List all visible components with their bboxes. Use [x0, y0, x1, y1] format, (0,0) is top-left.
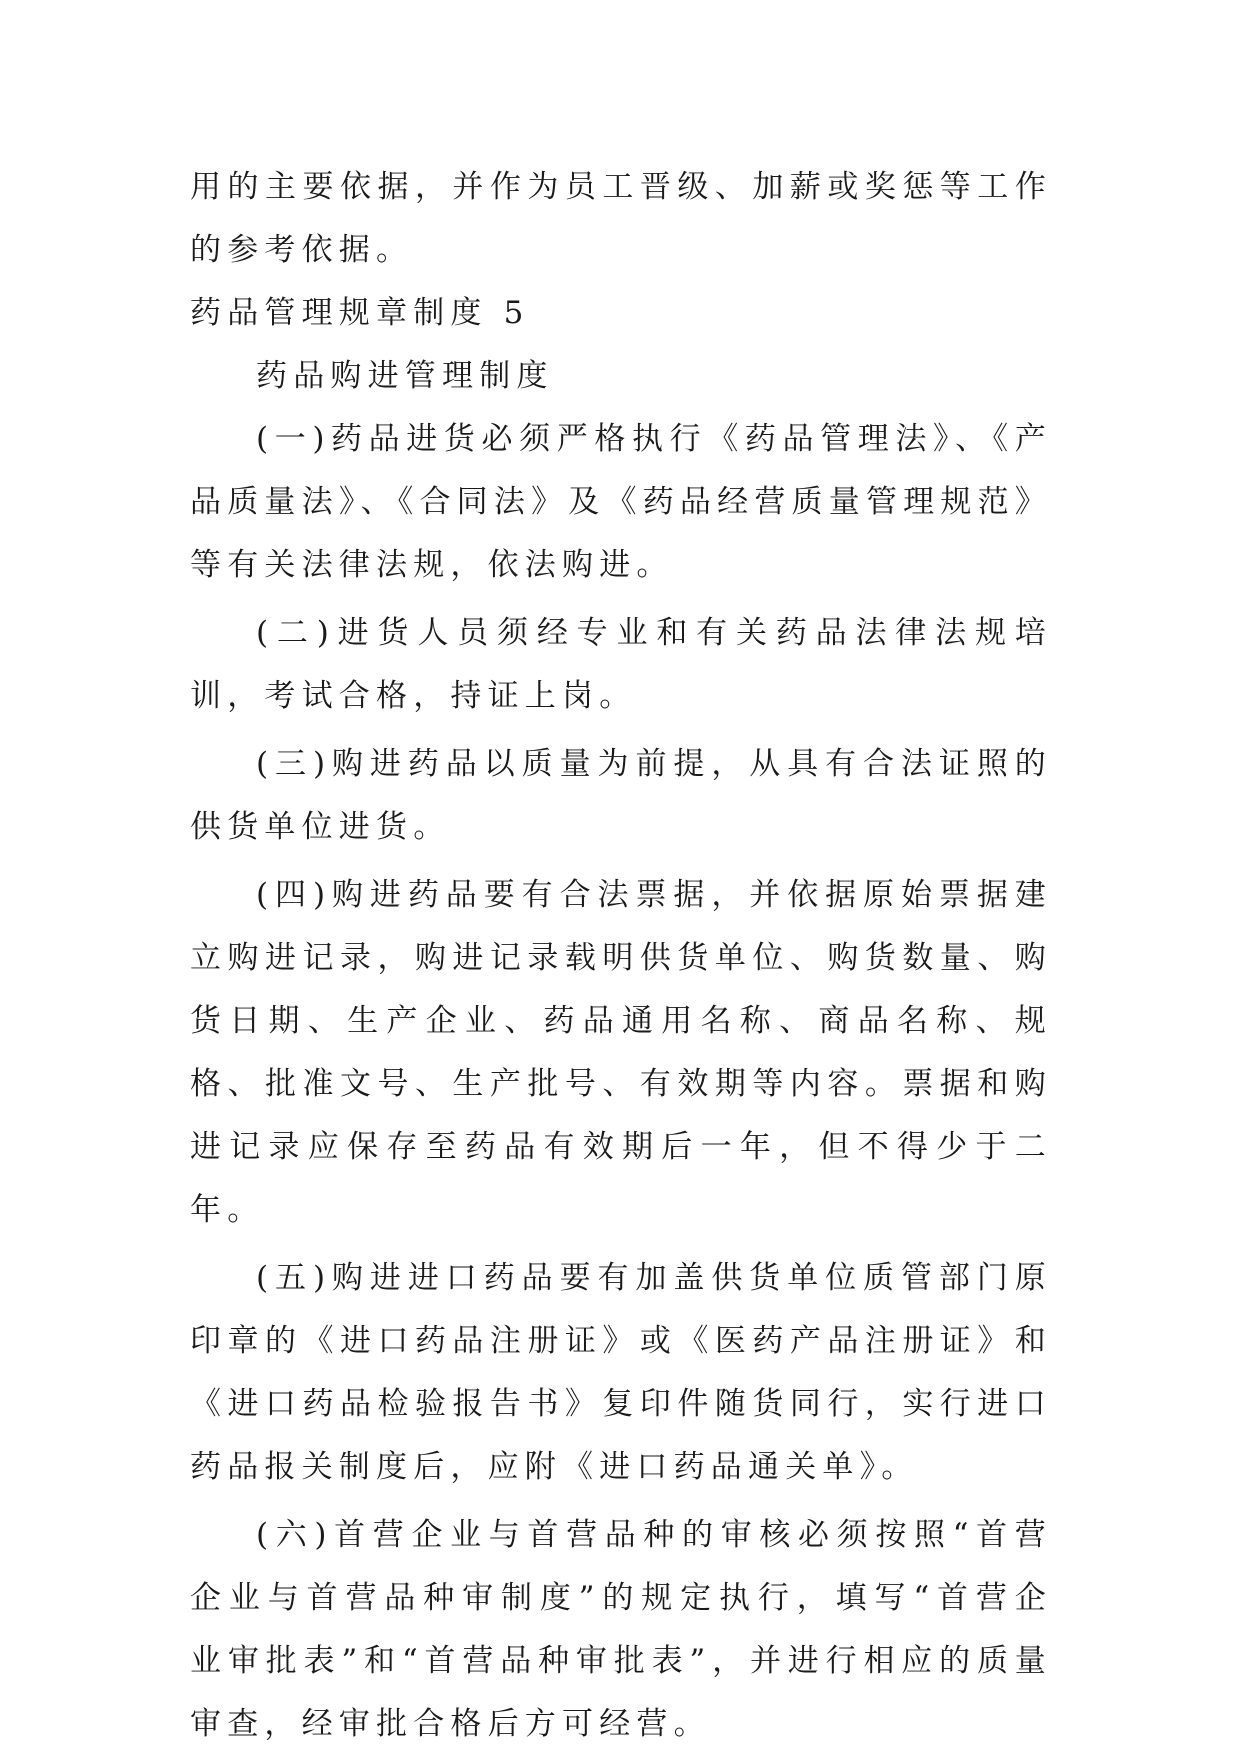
section-heading: 药品管理规章制度 5	[190, 295, 530, 331]
clause-3: (三)购进药品以质量为前提，从具有合法证照的供货单位进货。	[190, 746, 1052, 845]
sub-heading: 药品购进管理制度	[256, 358, 554, 394]
clause-1: (一)药品进货必须严格执行《药品管理法》、《产品质量法》、《合同法》及《药品经营质量管理规范》等有关法律法规，依法购进。	[190, 421, 1052, 583]
paragraph-continuation: 用的主要依据，并作为员工晋级、加薪或奖惩等工作的参考依据。	[190, 169, 1052, 268]
clause-5: (五)购进进口药品要有加盖供货单位质管部门原印章的《进口药品注册证》或《医药产品注册证》和《进口药品检验报告书》复印件随货同行，实行进口药品报关制度后，应附《进口药品通关单》。	[190, 1260, 1052, 1485]
clause-2: (二)进货人员须经专业和有关药品法律法规培训，考试合格，持证上岗。	[190, 615, 1052, 714]
clause-6: (六)首营企业与首营品种的审核必须按照“首营企业与首营品种审制度”的规定执行，填写“首营企业审批表”和“首营品种审批表”，并进行相应的质量审查，经审批合格后方可经营。	[190, 1517, 1052, 1742]
clause-4: (四)购进药品要有合法票据，并依据原始票据建立购进记录，购进记录载明供货单位、购货数量、购货日期、生产企业、药品通用名称、商品名称、规格、批准文号、生产批号、有效期等内容。票据和购进记录应保存至药品有效期后一年，但不得少于二年。	[190, 877, 1052, 1228]
document-body	[190, 156, 1052, 1756]
